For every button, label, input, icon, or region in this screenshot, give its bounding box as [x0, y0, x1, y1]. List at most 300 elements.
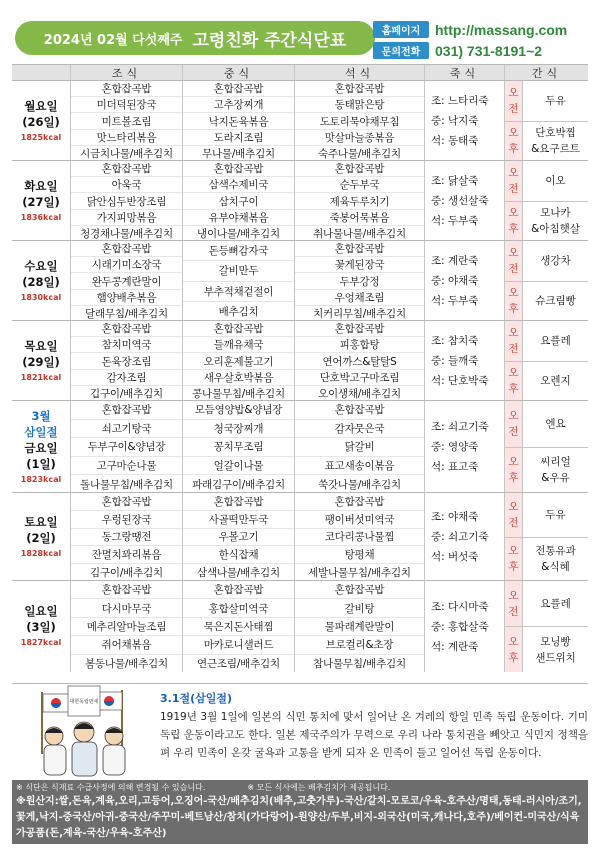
- day-kcal: 1830kcal: [20, 292, 62, 302]
- snack-cell: [522, 241, 588, 321]
- menu-item: 사골떡만두국: [183, 511, 294, 529]
- menu-item: 치커리무침/배추김치: [313, 307, 406, 320]
- ampm-char: 오: [508, 456, 519, 469]
- menu-item: 쥐어채볶음: [71, 636, 182, 654]
- holiday-label: 삼일절: [24, 424, 58, 439]
- am-label: [505, 241, 522, 282]
- note-title: 3.1절(삼일절): [160, 692, 233, 705]
- ampm-cell: [504, 493, 522, 581]
- ampm-char: 오: [508, 246, 519, 259]
- footer-notes: [12, 780, 588, 794]
- homepage-link[interactable]: http://massang.com: [435, 21, 568, 38]
- menu-item: 돈등뼈감자국: [183, 241, 294, 261]
- menu-item: 혼합잡곡밥: [183, 81, 294, 97]
- snack-am: 이오: [523, 161, 588, 202]
- menu-item: 숙주나물/배추김치: [318, 147, 401, 160]
- ampm-char: 오: [508, 127, 519, 140]
- menu-item: 깁구이/배추김치: [90, 387, 163, 400]
- lunch-cell: [182, 581, 294, 672]
- day-name: 월요일: [24, 98, 58, 113]
- menu-item: 순두부국: [295, 177, 424, 193]
- ampm-char: 오: [508, 326, 519, 339]
- porridge-item: 조: 쇠고기죽: [431, 421, 489, 433]
- pm-label: [505, 538, 522, 582]
- menu-item: 아욱국: [71, 177, 182, 193]
- porridge-item: 중: 홍합살죽: [431, 620, 489, 633]
- porridge-item: 중: 영양죽: [431, 441, 479, 453]
- menu-item: 모듬영양밥&양념장: [183, 401, 294, 420]
- pm-label: [505, 122, 522, 162]
- snack-am: 요플레: [523, 321, 588, 362]
- snack-pm: 슈크림빵: [535, 295, 576, 308]
- menu-item: 콩나물무침/배추김치: [192, 387, 285, 400]
- ampm-column: [505, 401, 522, 493]
- dinner-cell: [294, 81, 424, 161]
- porridge-list: [425, 493, 504, 581]
- dinner-cell: [294, 161, 424, 241]
- menu-item: 단호박고구마조림: [295, 370, 424, 386]
- porridge-item: 조: 참치죽: [431, 335, 479, 347]
- ampm-char: 오: [508, 545, 519, 558]
- porridge-list: [425, 321, 504, 401]
- day-label: [12, 493, 70, 581]
- snack-cell: [522, 493, 588, 581]
- phone-number: 031) 731-8191~2: [435, 42, 543, 59]
- ampm-cell: [504, 321, 522, 401]
- menu-item: 참나물무침/배추김치: [313, 657, 406, 670]
- phone-row: [373, 41, 588, 60]
- menu-item: 표고새송이볶음: [295, 457, 424, 476]
- menu-item: 달래무침/배추김치: [85, 307, 168, 320]
- menu-item: 탕평채: [295, 546, 424, 564]
- menu-item: 세발나물무침/배추김치: [308, 567, 411, 580]
- day-cell: [12, 161, 70, 241]
- menu-item: 가지피망볶음: [71, 210, 182, 226]
- day-date: (3일): [26, 620, 56, 634]
- menu-item: 얼갈이나물: [183, 457, 294, 476]
- day-label: [12, 401, 70, 493]
- day-row: [12, 320, 588, 400]
- am-label: [505, 493, 522, 538]
- menu-item: 우엉채조림: [295, 290, 424, 306]
- holiday-label: 3월: [31, 408, 51, 423]
- day-date: (28일): [22, 274, 60, 289]
- menu-item: 혼합잡곡밥: [71, 581, 182, 599]
- breakfast-cell: [70, 401, 182, 493]
- ampm-cell: [504, 161, 522, 241]
- menu-item: 피홍합탕: [295, 337, 424, 353]
- ampm-cell: [504, 581, 522, 672]
- pm-label: [505, 448, 522, 494]
- menu-item: 오리훈제불고기: [183, 353, 294, 369]
- menu-item: 취나물나물/배추김치: [313, 227, 406, 240]
- day-kcal: 1825kcal: [20, 132, 62, 142]
- pm-label: [505, 362, 522, 402]
- menu-item: 동그랑땡전: [71, 529, 182, 547]
- ampm-char: 오: [508, 500, 519, 513]
- ampm-column: [505, 321, 522, 401]
- note-body: 1919년 3월 1일에 일본의 식민 통치에 맞서 일어난 온 겨레의 항일 민족 독립 운동이다. 기미 독립 운동이라고도 한다. 일본 제국주의가 무력으로 우리 나라 통치권을 빼앗고 식민지 정책을 펴 우리 민족이 온갖 굴욕과 고통을 받게 되자 온 민족이 들고 일어선 독립 운동이다.: [160, 711, 588, 759]
- lunch-list: [183, 581, 294, 672]
- snack-column: [523, 493, 588, 581]
- menu-item: 쇠고기탕국: [71, 420, 182, 439]
- day-row: [12, 492, 588, 580]
- lunch-cell: [182, 161, 294, 241]
- snack-cell: [522, 581, 588, 672]
- menu-item: 시래기미소장국: [71, 257, 182, 273]
- day-name: 토요일: [24, 514, 58, 529]
- snack-cell: [522, 81, 588, 161]
- breakfast-cell: [70, 321, 182, 401]
- porridge-item: 석: 표고죽: [431, 461, 479, 473]
- menu-item: 혼합잡곡밥: [183, 161, 294, 177]
- pm-label: [505, 627, 522, 672]
- menu-item: 혼합잡곡밥: [71, 321, 182, 337]
- lunch-list: [183, 401, 294, 493]
- day-kcal: 1827kcal: [20, 638, 62, 647]
- ampm-column: [505, 81, 522, 161]
- menu-item: 혼합잡곡밥: [295, 81, 424, 97]
- day-row: [12, 400, 588, 492]
- menu-item: 맛살마늘종볶음: [295, 130, 424, 146]
- day-date: (26일): [22, 114, 60, 129]
- menu-item: 혼합잡곡밥: [295, 493, 424, 511]
- porridge-list: [425, 81, 504, 161]
- snack-column: [523, 581, 588, 672]
- menu-item: 갈비탕: [295, 599, 424, 617]
- lunch-cell: [182, 81, 294, 161]
- ampm-char: 전: [508, 425, 519, 438]
- day-cell: [12, 581, 70, 672]
- day-label: [12, 241, 70, 321]
- ampm-cell: [504, 81, 522, 161]
- breakfast-list: [71, 581, 182, 672]
- day-row: [12, 580, 588, 671]
- day-cell: [12, 493, 70, 581]
- menu-item: 혼합잡곡밥: [71, 161, 182, 177]
- snack-column: [523, 81, 588, 161]
- page-title: 고령친화 주간식단표: [192, 30, 347, 51]
- porridge-cell: [424, 81, 504, 161]
- porridge-item: 석: 동태죽: [431, 135, 479, 147]
- menu-item: 닭갈비: [295, 438, 424, 457]
- holiday-note: [12, 683, 588, 779]
- lunch-list: [183, 161, 294, 241]
- menu-item: 감자뭇은국: [295, 420, 424, 439]
- breakfast-list: [71, 401, 182, 493]
- menu-item: 우볼고기: [183, 529, 294, 547]
- ampm-cell: [504, 401, 522, 493]
- dinner-list: [295, 321, 424, 401]
- menu-item: 꽃게된장국: [295, 257, 424, 273]
- dinner-cell: [294, 581, 424, 672]
- menu-item: 감자조림: [71, 370, 182, 386]
- porridge-list: [425, 161, 504, 241]
- porridge-cell: [424, 401, 504, 493]
- menu-item: 묵은지돈사태찜: [183, 618, 294, 636]
- menu-item: 완두콩계란말이: [71, 273, 182, 289]
- menu-item: 혼합잡곡밥: [295, 581, 424, 599]
- menu-item: 브로컬리&초장: [295, 636, 424, 654]
- menu-item: 갈비만두: [183, 261, 294, 281]
- menu-item: 코다리콩나물찜: [295, 529, 424, 547]
- snack-column: [523, 241, 588, 321]
- breakfast-cell: [70, 161, 182, 241]
- ampm-char: 후: [508, 651, 519, 664]
- ampm-column: [505, 493, 522, 581]
- menu-item: 물파래계란말이: [295, 618, 424, 636]
- dinner-list: [295, 81, 424, 161]
- day-date: (2일): [26, 530, 56, 545]
- porridge-list: [425, 401, 504, 493]
- menu-item: 두부구이&양념장: [71, 438, 182, 457]
- snack-am: 요플레: [523, 581, 588, 627]
- day-name: 목요일: [24, 338, 58, 353]
- menu-item: 혼합잡곡밥: [183, 321, 294, 337]
- menu-item: 혼합잡곡밥: [183, 581, 294, 599]
- dinner-cell: [294, 241, 424, 321]
- lunch-list: [183, 321, 294, 401]
- menu-item: 냉이나물/배추김치: [197, 227, 280, 240]
- ampm-char: 후: [508, 143, 519, 156]
- snack-column: [523, 161, 588, 241]
- dinner-list: [295, 161, 424, 241]
- snack-pm: 오렌지: [540, 375, 571, 388]
- dinner-list: [295, 581, 424, 672]
- menu-item: 혼합잡곡밥: [183, 493, 294, 511]
- lunch-cell: [182, 321, 294, 401]
- dinner-list: [295, 241, 424, 321]
- day-kcal: 1821kcal: [20, 372, 62, 382]
- menu-item: 유부야채볶음: [183, 210, 294, 226]
- page-footer: [12, 780, 588, 844]
- contact-info: [373, 20, 588, 60]
- menu-item: 김구이/배추김치: [90, 567, 163, 580]
- menu-item: 돌나물무침/배추김치: [80, 478, 173, 491]
- ampm-column: [505, 241, 522, 321]
- porridge-item: 중: 쇠고기죽: [431, 531, 489, 543]
- day-name: 수요일: [24, 258, 58, 273]
- lunch-cell: [182, 401, 294, 493]
- snack-am: 두유: [523, 81, 588, 122]
- year-week: 2024년 02월 다섯째주: [43, 32, 183, 48]
- menu-item: 죽봉어묵볶음: [295, 210, 424, 226]
- menu-item: 무나물/배추김치: [202, 147, 275, 160]
- day-kcal: 1836kcal: [20, 212, 62, 222]
- porridge-item: 중: 생선살죽: [431, 195, 489, 207]
- menu-item: 미더덕된장국: [71, 97, 182, 113]
- ampm-char: 오: [508, 287, 519, 300]
- porridge-item: 중: 야채죽: [431, 275, 479, 287]
- menu-item: 오이생채/배추김치: [318, 387, 401, 400]
- porridge-cell: [424, 161, 504, 241]
- ampm-char: 오: [508, 166, 519, 179]
- menu-item: 제육두루치기: [295, 193, 424, 209]
- day-date: (27일): [22, 194, 60, 209]
- menu-item: 연근조림/배추김치: [197, 657, 280, 670]
- menu-item: 청국장찌개: [183, 420, 294, 439]
- snack-pm: 모닝빵 샌드위치: [535, 635, 576, 664]
- ampm-char: 오: [508, 367, 519, 380]
- breakfast-list: [71, 241, 182, 321]
- menu-item: 고추장찌개: [183, 97, 294, 113]
- porridge-cell: [424, 321, 504, 401]
- menu-item: 부추적채겉절이: [183, 282, 294, 302]
- ampm-char: 오: [508, 207, 519, 220]
- day-name: 일요일: [24, 604, 58, 618]
- ampm-char: 전: [508, 605, 519, 618]
- porridge-item: 석: 두부죽: [431, 215, 479, 227]
- day-label: [12, 81, 70, 161]
- day-cell: [12, 241, 70, 321]
- ampm-char: 후: [508, 561, 519, 574]
- snack-column: [523, 401, 588, 493]
- am-label: [505, 401, 522, 448]
- snack-pm: 모나카 &아침햇살: [531, 207, 580, 236]
- day-date: (1일): [26, 456, 56, 471]
- snack-pm: 전통유과 &식혜: [535, 545, 576, 574]
- porridge-item: 중: 낙지죽: [431, 115, 479, 127]
- snack-am: 생강차: [523, 241, 588, 282]
- footer-note-kimchi: ※ 모든 식사에는 배추김치가 제공됩니다.: [247, 782, 391, 792]
- ampm-char: 전: [508, 102, 519, 115]
- ampm-char: 오: [508, 635, 519, 648]
- menu-item: 고구마순나물: [71, 457, 182, 476]
- day-row: [12, 160, 588, 240]
- menu-item: 참치미역국: [71, 337, 182, 353]
- menu-item: 삼색수제비국: [183, 177, 294, 193]
- page-header: [0, 0, 600, 60]
- lunch-cell: [182, 493, 294, 581]
- menu-item: 동태맑은탕: [295, 97, 424, 113]
- menu-item: 잔멸치꽈리볶음: [71, 546, 182, 564]
- ampm-char: 전: [508, 342, 519, 355]
- menu-item: 파래김구이/배추김치: [192, 478, 285, 491]
- menu-item: 삼색나물/배추김치: [197, 567, 280, 580]
- lunch-list: [183, 241, 294, 321]
- day-cell: [12, 321, 70, 401]
- ampm-char: 전: [508, 516, 519, 529]
- porridge-item: 조: 느타리죽: [431, 95, 489, 107]
- ampm-char: 후: [508, 303, 519, 316]
- footer-note-change: ※ 식단은 식재료 수급사정에 의해 변경될 수 있습니다.: [16, 782, 206, 792]
- phone-label: 문의전화: [373, 42, 429, 59]
- am-label: [505, 321, 522, 362]
- menu-item: 연어까스&탈탈S: [295, 353, 424, 369]
- column-breakfast: 조식: [70, 65, 182, 80]
- menu-item: 팽이버섯미역국: [295, 511, 424, 529]
- pm-label: [505, 282, 522, 322]
- ampm-char: 후: [508, 223, 519, 236]
- menu-item: 홍합살미역국: [183, 599, 294, 617]
- lunch-list: [183, 81, 294, 161]
- menu-item: 삼치구이: [183, 193, 294, 209]
- menu-item: 봄동나물/배추김치: [85, 657, 168, 670]
- breakfast-cell: [70, 241, 182, 321]
- menu-item: 다시마무국: [71, 599, 182, 617]
- ampm-char: 오: [508, 589, 519, 602]
- menu-item: 우렁된장국: [71, 511, 182, 529]
- dinner-cell: [294, 401, 424, 493]
- table-header-row: [12, 64, 588, 80]
- porridge-list: [425, 241, 504, 321]
- porridge-cell: [424, 241, 504, 321]
- day-kcal: 1828kcal: [20, 548, 62, 558]
- dinner-list: [295, 493, 424, 581]
- dinner-list: [295, 401, 424, 493]
- am-label: [505, 581, 522, 627]
- menu-item: 혼합잡곡밥: [295, 241, 424, 257]
- snack-column: [523, 321, 588, 401]
- snack-am: 엔요: [523, 401, 588, 448]
- flag-banner-text: 대한독립만세: [69, 699, 99, 705]
- porridge-item: 중: 들깨죽: [431, 355, 479, 367]
- homepage-label: 홈페이지: [373, 21, 429, 38]
- menu-item: 낙지돈육볶음: [183, 113, 294, 129]
- porridge-item: 석: 버섯죽: [431, 551, 479, 563]
- menu-item: 쑥갓나물/배추김치: [318, 478, 401, 491]
- breakfast-list: [71, 321, 182, 401]
- column-snack: 간식: [504, 65, 588, 80]
- day-label: [12, 321, 70, 401]
- ampm-char: 후: [508, 472, 519, 485]
- day-name: 금요일: [24, 440, 58, 455]
- day-row: [12, 240, 588, 320]
- menu-item: 마카로니샐러드: [183, 636, 294, 654]
- ampm-column: [505, 581, 522, 672]
- ampm-char: 후: [508, 383, 519, 396]
- am-label: [505, 161, 522, 202]
- menu-item: 배추김치: [218, 305, 259, 318]
- menu-item: 꽁치무조림: [183, 438, 294, 457]
- snack-cell: [522, 321, 588, 401]
- day-label: [12, 581, 70, 672]
- breakfast-list: [71, 161, 182, 241]
- am-label: [505, 81, 522, 122]
- snack-cell: [522, 401, 588, 493]
- porridge-item: 석: 두부죽: [431, 295, 479, 307]
- breakfast-cell: [70, 493, 182, 581]
- porridge-cell: [424, 493, 504, 581]
- menu-item: 새우살호박볶음: [183, 370, 294, 386]
- menu-item: 한식잡채: [183, 546, 294, 564]
- lunch-cell: [182, 241, 294, 321]
- menu-item: 혼합잡곡밥: [295, 321, 424, 337]
- origin-info: ※원산지:쌀,돈육,계육,오리,고등어,오징어-국산/배추김치(배추,고춧가루)-국산/갈치-모로코/우육-호주산/명태,동태-러시아/조기,꽃게,낙지-중국산/아귀-중국산/주꾸미-베트남산/참치(가다랑어)-원양산/두부,비지-외국산(미국,캐나다,호주)/베이컨-미국산/식육가공품(돈,계육-국산/우육-호주산): [16, 796, 582, 839]
- menu-item: 혼합잡곡밥: [71, 493, 182, 511]
- menu-item: 닭안심두반장조림: [71, 193, 182, 209]
- menu-item: 맛느타리볶음: [71, 130, 182, 146]
- day-row: [12, 80, 588, 160]
- pm-label: [505, 202, 522, 242]
- day-cell: [12, 401, 70, 493]
- day-cell: [12, 81, 70, 161]
- ampm-char: 전: [508, 182, 519, 195]
- dinner-cell: [294, 321, 424, 401]
- porridge-item: 석: 단호박죽: [431, 375, 489, 387]
- homepage-row: [373, 20, 588, 39]
- menu-item: 돈육장조림: [71, 353, 182, 369]
- ampm-column: [505, 161, 522, 241]
- dinner-cell: [294, 493, 424, 581]
- column-lunch: 중식: [182, 65, 294, 80]
- independence-movement-illustration: [14, 684, 154, 779]
- breakfast-cell: [70, 81, 182, 161]
- snack-pm: 씨리얼 &우유: [540, 456, 571, 485]
- menu-item: 도토리묵야채무침: [295, 113, 424, 129]
- ampm-char: 오: [508, 409, 519, 422]
- porridge-item: 석: 계란죽: [431, 640, 479, 653]
